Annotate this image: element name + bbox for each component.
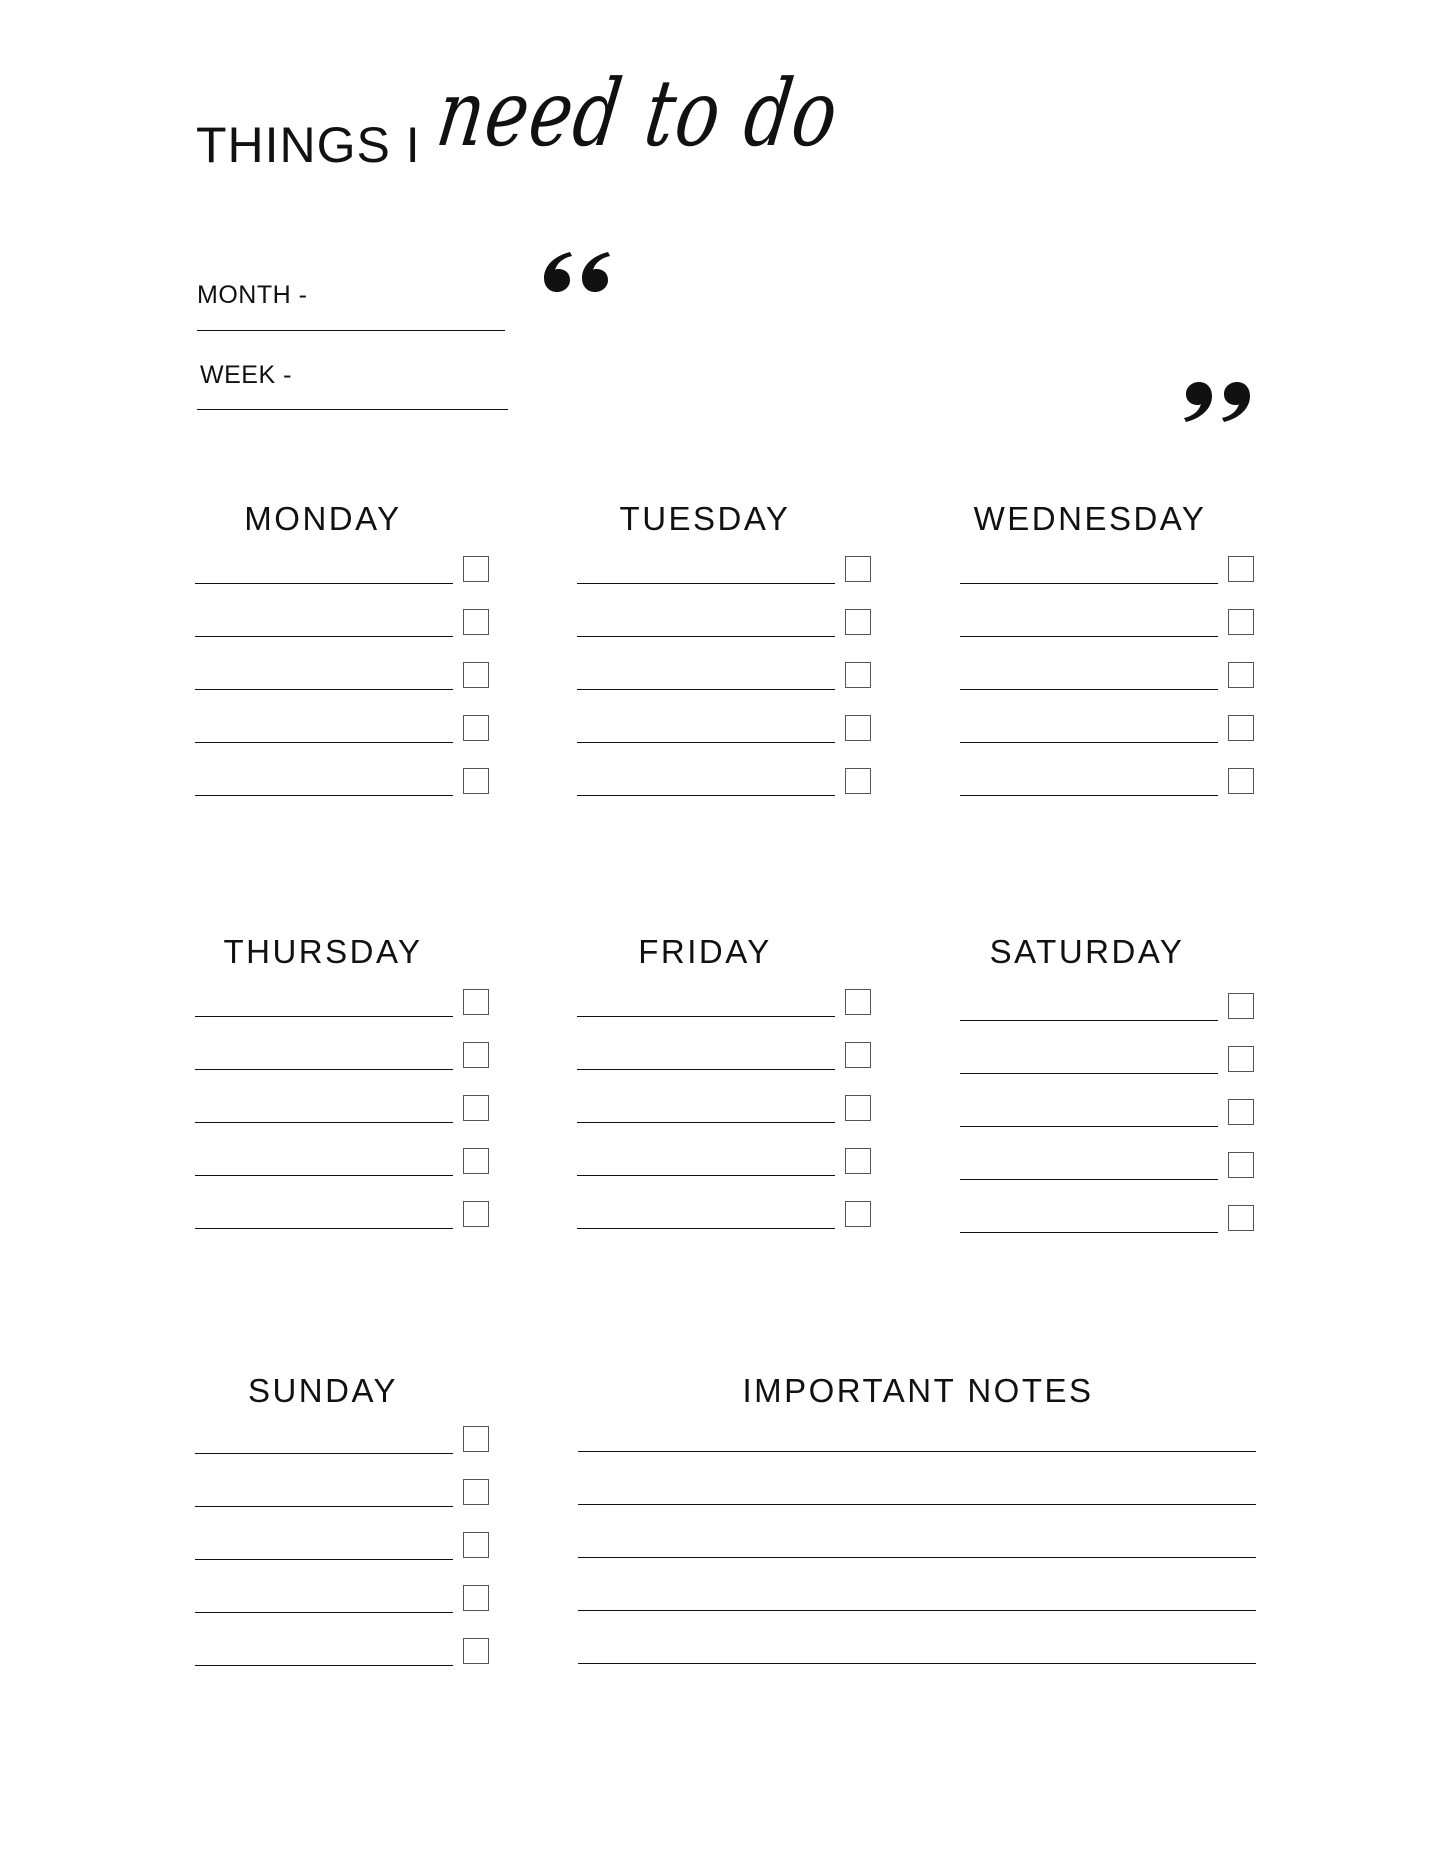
task-checkbox[interactable] [463,1042,489,1068]
notes-line-4[interactable] [578,1610,1256,1611]
task-checkbox[interactable] [463,1585,489,1611]
task-line[interactable] [195,1228,453,1229]
task-row-monday-1 [195,531,495,584]
task-row-tuesday-1 [577,531,877,584]
task-checkbox[interactable] [463,1532,489,1558]
task-checkbox[interactable] [463,715,489,741]
task-row-friday-2 [577,1017,877,1070]
task-line[interactable] [960,1232,1218,1233]
task-row-tuesday-5 [577,743,877,796]
task-row-thursday-3 [195,1070,495,1123]
task-checkbox[interactable] [463,1201,489,1227]
task-checkbox[interactable] [1228,1205,1254,1231]
task-row-wednesday-3 [960,637,1260,690]
task-row-tuesday-2 [577,584,877,637]
task-checkbox[interactable] [463,609,489,635]
notes-title: IMPORTANT NOTES [742,1372,1094,1409]
notes-line-1[interactable] [578,1451,1256,1452]
day-title-friday: FRIDAY [638,933,772,970]
task-checkbox[interactable] [463,1095,489,1121]
task-row-sunday-3 [195,1507,495,1560]
task-checkbox[interactable] [463,768,489,794]
task-row-sunday-1 [195,1401,495,1454]
task-line[interactable] [960,795,1218,796]
task-checkbox[interactable] [845,1148,871,1174]
task-checkbox[interactable] [463,989,489,1015]
day-title-thursday: THURSDAY [223,933,423,970]
task-row-wednesday-5 [960,743,1260,796]
page-title-script: need to do [430,60,846,167]
task-checkbox[interactable] [845,1042,871,1068]
task-checkbox[interactable] [1228,1099,1254,1125]
week-label: WEEK - [200,361,292,389]
task-row-sunday-2 [195,1454,495,1507]
task-checkbox[interactable] [845,662,871,688]
task-row-monday-4 [195,690,495,743]
task-row-saturday-2 [960,1021,1260,1074]
task-row-saturday-5 [960,1180,1260,1233]
task-checkbox[interactable] [463,1148,489,1174]
task-checkbox[interactable] [1228,556,1254,582]
week-field[interactable] [197,409,508,410]
day-title-monday: MONDAY [244,500,402,537]
task-checkbox[interactable] [1228,1046,1254,1072]
task-checkbox[interactable] [845,609,871,635]
month-field[interactable] [197,330,505,331]
task-row-thursday-1 [195,964,495,1017]
task-checkbox[interactable] [463,1638,489,1664]
task-checkbox[interactable] [845,1201,871,1227]
page-title: THINGS I [196,117,421,173]
task-row-wednesday-2 [960,584,1260,637]
day-title-wednesday: WEDNESDAY [973,500,1207,537]
task-checkbox[interactable] [463,662,489,688]
task-row-monday-2 [195,584,495,637]
day-title-sunday: SUNDAY [247,1372,399,1409]
day-title-saturday: SATURDAY [989,933,1185,970]
close-quote-icon [1182,380,1254,426]
task-line[interactable] [577,795,835,796]
task-line[interactable] [195,795,453,796]
task-row-monday-5 [195,743,495,796]
month-label: MONTH - [197,281,308,309]
task-row-thursday-4 [195,1123,495,1176]
task-row-wednesday-4 [960,690,1260,743]
day-title-tuesday: TUESDAY [619,500,791,537]
task-row-tuesday-3 [577,637,877,690]
task-row-tuesday-4 [577,690,877,743]
notes-line-5[interactable] [578,1663,1256,1664]
task-row-saturday-1 [960,968,1260,1021]
task-checkbox[interactable] [1228,1152,1254,1178]
task-checkbox[interactable] [1228,609,1254,635]
task-row-monday-3 [195,637,495,690]
task-row-sunday-5 [195,1613,495,1666]
notes-line-3[interactable] [578,1557,1256,1558]
task-checkbox[interactable] [845,715,871,741]
task-checkbox[interactable] [845,768,871,794]
task-line[interactable] [577,1228,835,1229]
task-row-saturday-4 [960,1127,1260,1180]
task-checkbox[interactable] [463,1426,489,1452]
task-checkbox[interactable] [845,989,871,1015]
task-checkbox[interactable] [845,1095,871,1121]
task-line[interactable] [195,1665,453,1666]
task-checkbox[interactable] [845,556,871,582]
task-row-thursday-5 [195,1176,495,1229]
task-row-friday-1 [577,964,877,1017]
task-row-saturday-3 [960,1074,1260,1127]
task-row-sunday-4 [195,1560,495,1613]
task-row-friday-4 [577,1123,877,1176]
task-checkbox[interactable] [1228,715,1254,741]
notes-line-2[interactable] [578,1504,1256,1505]
task-checkbox[interactable] [1228,993,1254,1019]
task-checkbox[interactable] [463,1479,489,1505]
task-row-friday-3 [577,1070,877,1123]
task-checkbox[interactable] [463,556,489,582]
task-row-wednesday-1 [960,531,1260,584]
task-checkbox[interactable] [1228,662,1254,688]
open-quote-icon [540,248,612,294]
task-row-friday-5 [577,1176,877,1229]
task-checkbox[interactable] [1228,768,1254,794]
task-row-thursday-2 [195,1017,495,1070]
